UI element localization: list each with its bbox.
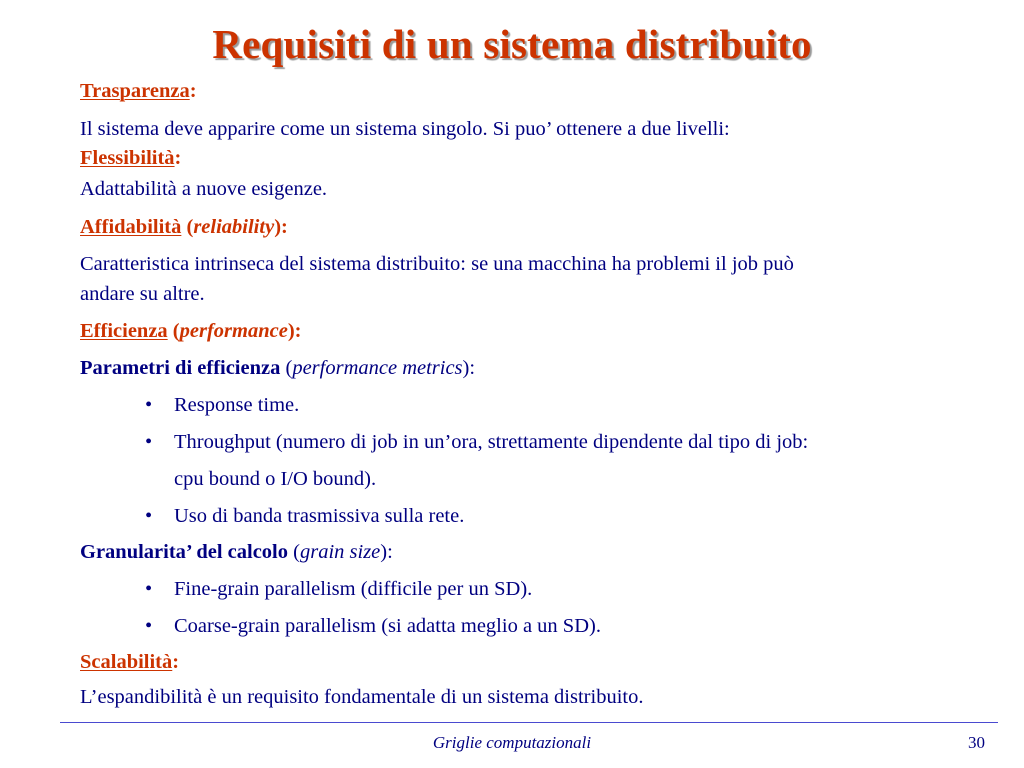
- flessibilita-text: Adattabilità a nuove esigenze.: [80, 178, 328, 200]
- flessibilita-colon: :: [174, 147, 182, 169]
- granularita-open-paren: (: [288, 541, 300, 563]
- trasparenza-colon: :: [189, 80, 197, 102]
- bullet-item-coarse-grain: Coarse-grain parallelism (si adatta meglio a un SD).: [174, 615, 601, 637]
- affidabilita-close-paren: ):: [274, 216, 288, 238]
- page-number: 30: [968, 733, 985, 752]
- bullet-item-fine-grain: Fine-grain parallelism (difficile per un SD).: [174, 578, 533, 600]
- bullet-marker: •: [145, 615, 153, 637]
- parametri-english: performance metrics: [292, 357, 463, 379]
- bullet-item-throughput-continued: cpu bound o I/O bound).: [174, 468, 377, 490]
- parametri-close-paren: ):: [462, 357, 476, 379]
- efficienza-english: performance: [179, 320, 288, 342]
- flessibilita-heading: Flessibilità: [80, 147, 175, 169]
- efficienza-heading: Efficienza: [80, 320, 168, 342]
- efficienza-open-paren: (: [167, 320, 180, 342]
- slide-title: Requisiti di un sistema distribuito: [212, 21, 812, 67]
- affidabilita-open-paren: (: [181, 216, 194, 238]
- efficienza-heading-line: [80, 320, 301, 343]
- bullet-item-banda: Uso di banda trasmissiva sulla rete.: [174, 505, 465, 527]
- bullet-item-response-time: Response time.: [174, 394, 300, 416]
- parametri-line: [80, 357, 475, 380]
- parametri-label: Parametri di efficienza: [80, 357, 281, 379]
- bullet-marker: •: [145, 431, 153, 453]
- parametri-open-paren: (: [280, 357, 293, 379]
- scalabilita-colon: :: [172, 651, 180, 673]
- affidabilita-heading: Affidabilità: [80, 216, 182, 238]
- affidabilita-heading-line: [80, 216, 288, 239]
- scalabilita-heading: Scalabilità: [80, 651, 173, 673]
- granularita-close-paren: ):: [380, 541, 393, 563]
- trasparenza-heading: Trasparenza: [80, 80, 190, 102]
- granularita-english: grain size: [299, 541, 381, 563]
- scalabilita-heading-line: [80, 651, 179, 674]
- scalabilita-text: L’espandibilità è un requisito fondamentale di un sistema distribuito.: [80, 686, 644, 708]
- affidabilita-text-line-1: Caratteristica intrinseca del sistema distribuito: se una macchina ha problemi il job può: [80, 253, 794, 275]
- footer-divider: [60, 722, 998, 723]
- bullet-marker: •: [145, 578, 153, 600]
- flessibilita-heading-line: [80, 147, 181, 170]
- efficienza-close-paren: ):: [287, 320, 302, 342]
- trasparenza-heading-line: [80, 80, 197, 103]
- bullet-item-throughput: Throughput (numero di job in un’ora, strettamente dipendente dal tipo di job:: [174, 431, 809, 453]
- affidabilita-english: reliability: [193, 216, 275, 238]
- trasparenza-text: Il sistema deve apparire come un sistema singolo. Si puo’ ottenere a due livelli:: [80, 118, 730, 140]
- granularita-line: [80, 541, 393, 564]
- footer-title: Griglie computazionali: [432, 733, 592, 752]
- granularita-label: Granularita’ del calcolo: [80, 541, 289, 563]
- bullet-marker: •: [145, 505, 153, 527]
- bullet-marker: •: [145, 394, 153, 416]
- affidabilita-text-line-2: andare su altre.: [80, 283, 205, 305]
